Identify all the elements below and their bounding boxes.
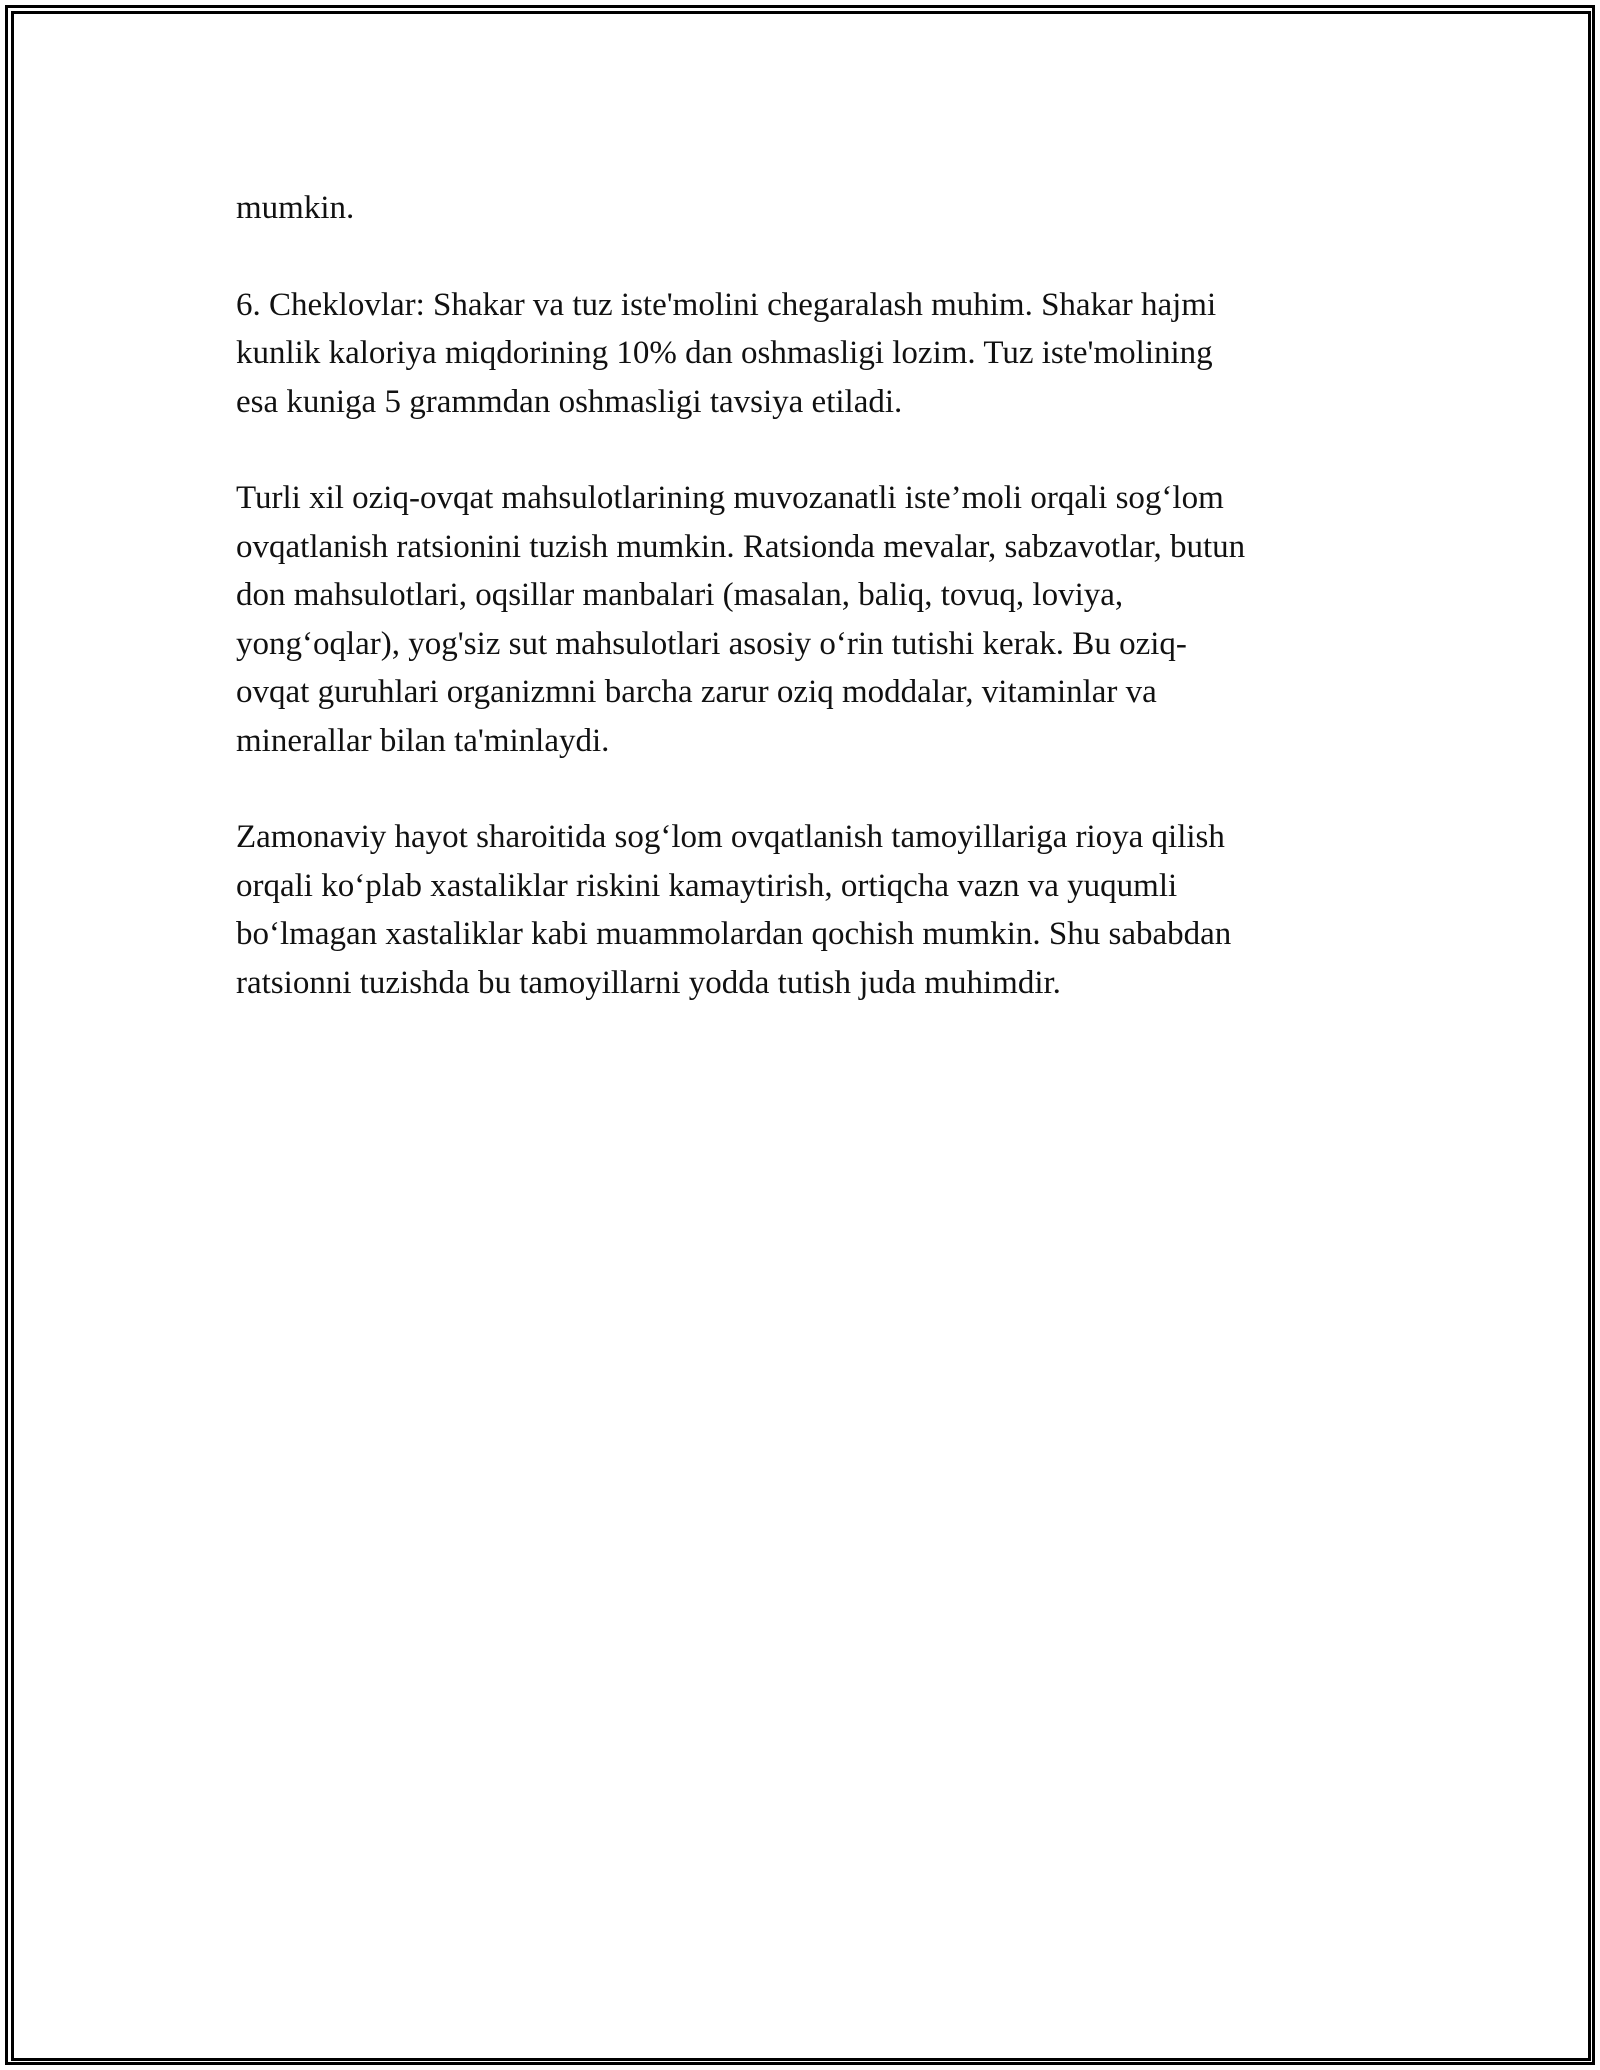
document-body [236,184,1376,1055]
paragraph-continuation: mumkin. [236,190,355,226]
paragraph-restrictions: 6. Cheklovlar: Shakar va tuz iste'molini chegaralash muhim. Shakar hajmi kunlik kaloriya miqdorining 10% dan oshmasligi lozim. Tuz iste'molining esa kuniga 5 grammdan oshmasligi tavsiya etiladi. [236,286,1217,420]
paragraph-balanced-diet: Turli xil oziq-ovqat mahsulotlarining muvozanatli iste’moli orqali sog‘lom ovqatlanish ratsionini tuzish mumkin. Ratsionda mevalar, sabzavotlar, butun don mahsulotlari, oqsillar manbalari (masalan, baliq, tovuq, loviya, yong‘oqlar), yog'siz sut mahsulotlari asosiy o‘rin tutishi kerak. Bu oziq- ovqat guruhlari organizmni barcha zarur oziq moddalar, vitaminlar va minerallar bilan ta'minlaydi. [236,480,1246,759]
paragraph-conclusion: Zamonaviy hayot sharoitida sog‘lom ovqatlanish tamoyillariga rioya qilish orqali ko‘plab xastaliklar riskini kamaytirish, ortiqcha vazn va yuqumli bo‘lmagan xastaliklar kabi muammolardan qochish mumkin. Shu sababdan ratsionni tuzishda bu tamoyillarni yodda tutish juda muhimdir. [236,819,1232,1001]
